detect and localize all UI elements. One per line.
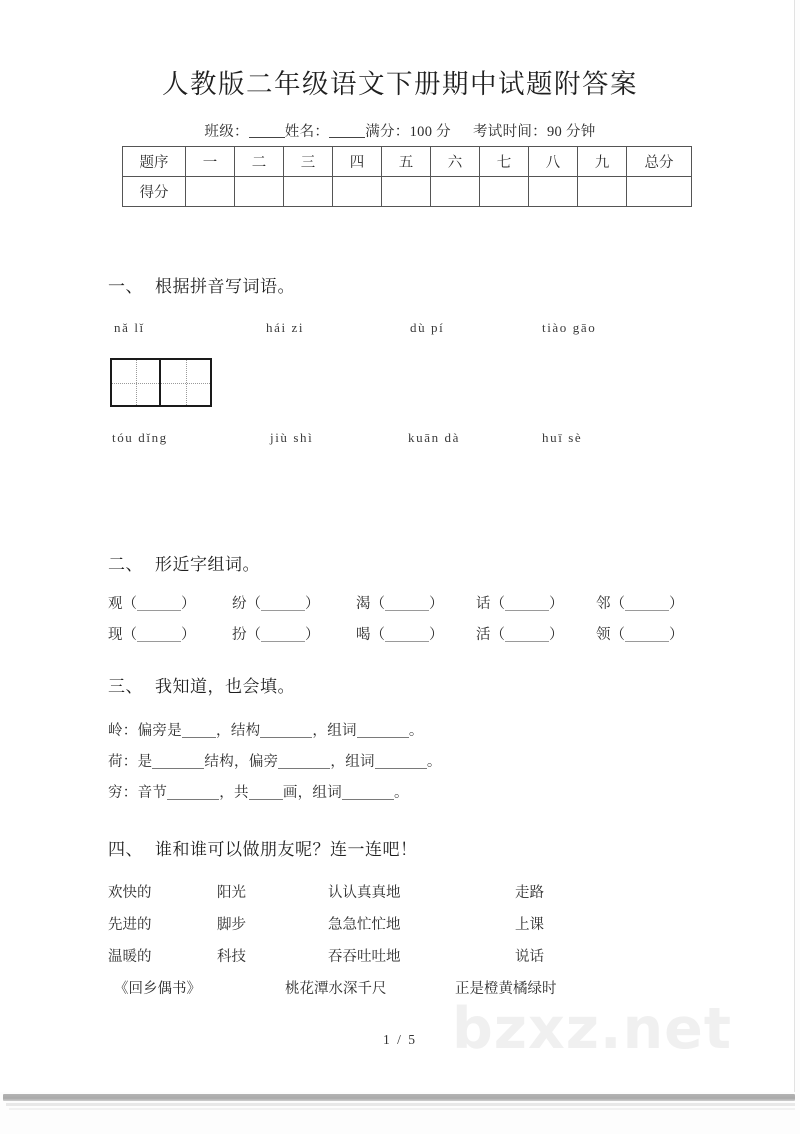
character-grid-boxes[interactable] [110,358,212,407]
score-cell-1[interactable] [186,177,235,207]
similar-char-label: 邻 [596,596,611,612]
similar-char-item: 渴（ ） [356,596,444,612]
col-header-6: 六 [431,147,480,177]
similar-char-item: 纷（ ） [232,596,320,612]
fill-line-char: 穷： [108,785,138,801]
section-title-2: 形近字组词。 [155,555,260,574]
section-title-3: 我知道，也会填。 [155,677,295,696]
pinyin-2-4: huī sè [542,430,583,445]
match-item-poem-line-2[interactable]: 正是橙黄橘绿时 [455,981,557,997]
pinyin-2-3: kuān dà [408,430,460,445]
col-header-8: 八 [529,147,578,177]
col-header-4: 四 [333,147,382,177]
character-grid-cell[interactable] [112,360,161,405]
similar-char-item: 现（ ） [108,627,196,643]
page-stack-edge-2 [6,1103,795,1106]
section-number-2: 二、 [108,555,143,574]
pinyin-1-3: dù pí [410,320,445,335]
character-grid-cell[interactable] [161,360,210,405]
answer-blank[interactable] [357,723,409,739]
score-cell-2[interactable] [235,177,284,207]
answer-blank[interactable] [278,754,330,770]
match-item[interactable]: 认认真真地 [328,885,401,901]
section-heading-1 [108,272,295,297]
match-item[interactable]: 上课 [515,917,544,933]
similar-char-item: 邻（ ） [596,596,684,612]
row-label-question-no: 题序 [123,147,186,177]
col-header-7: 七 [480,147,529,177]
col-header-3: 三 [284,147,333,177]
section-number-3: 三、 [108,677,143,696]
watermark: bzxz.net [452,996,733,1062]
similar-char-label: 话 [476,596,491,612]
similar-char-item: 领（ ） [596,627,684,643]
answer-blank[interactable] [137,596,181,612]
fill-line-2 [108,750,442,771]
exam-time-label: 考试时间： [472,124,547,140]
col-header-1: 一 [186,147,235,177]
similar-char-label: 扮 [232,627,247,643]
col-header-total: 总分 [627,147,692,177]
answer-blank[interactable] [505,627,549,643]
page-number: 1 / 5 [382,1032,417,1047]
answer-blank[interactable] [342,785,394,801]
col-header-9: 九 [578,147,627,177]
section-heading-3 [108,672,295,697]
fill-line-part: 。 [394,785,409,801]
match-item[interactable]: 走路 [515,885,544,901]
exam-meta-line [100,120,700,141]
col-header-5: 五 [382,147,431,177]
answer-blank[interactable] [375,754,427,770]
score-cell-total[interactable] [627,177,692,207]
pinyin-1-1: nǎ lǐ [114,320,145,335]
pinyin-1-2: hái zi [266,320,305,335]
answer-blank[interactable] [182,723,216,739]
similar-char-item: 扮（ ） [232,627,320,643]
match-item[interactable]: 脚步 [217,917,246,933]
fill-line-part: ，结构 [216,723,261,739]
similar-char-label: 活 [476,627,491,643]
fill-line-part: 音节 [137,785,168,801]
score-cell-6[interactable] [431,177,480,207]
class-label: 班级： [204,124,249,140]
page-stack-edge-3 [9,1108,795,1110]
score-cell-4[interactable] [333,177,382,207]
pinyin-2-1: tóu dǐng [112,430,168,445]
similar-char-label: 现 [108,627,123,643]
full-score-value: 100 分 [409,124,451,140]
fill-line-part: 。 [408,723,424,739]
similar-char-item: 话（ ） [476,596,564,612]
match-item[interactable]: 温暖的 [108,949,152,965]
similar-char-label: 纷 [232,596,247,612]
fill-line-3 [108,781,409,802]
pinyin-2-2: jiù shì [270,430,314,445]
score-cell-3[interactable] [284,177,333,207]
section-title-1: 根据拼音写词语。 [155,277,295,296]
answer-blank[interactable] [625,596,669,612]
fill-line-char: 荷： [108,754,138,770]
fill-line-part: ，共 [219,785,249,801]
page-stack-edge [3,1094,795,1101]
answer-blank[interactable] [385,596,429,612]
pinyin-1-4: tiào gāo [542,320,597,335]
match-item-poem-line-1[interactable]: 桃花潭水深千尺 [285,981,387,997]
answer-blank[interactable] [167,785,219,801]
fill-line-part: ，组词 [330,754,375,770]
match-item[interactable]: 说话 [515,949,544,965]
section-title-4: 谁和谁可以做朋友呢？连一连吧！ [155,840,418,859]
answer-blank[interactable] [249,785,283,801]
col-header-2: 二 [235,147,284,177]
score-cell-7[interactable] [480,177,529,207]
answer-blank[interactable] [625,627,669,643]
answer-blank[interactable] [260,723,312,739]
similar-char-item: 观（ ） [108,596,196,612]
answer-blank[interactable] [261,627,305,643]
section-number-4: 四、 [108,840,143,859]
fill-line-part: 偏旁是 [137,723,183,739]
fill-line-char: 岭： [108,723,138,739]
answer-blank[interactable] [385,627,429,643]
match-item-poem-title[interactable]: 《回乡偶书》 [114,981,201,997]
score-cell-9[interactable] [578,177,627,207]
similar-char-label: 喝 [356,627,371,643]
name-blank [329,123,365,139]
score-table [122,146,692,207]
fill-line-part: 是 [137,754,153,770]
class-blank [249,123,285,139]
full-score-label: 满分： [365,124,410,140]
match-item[interactable]: 先进的 [108,917,152,933]
section-heading-2 [108,550,260,575]
fill-line-part: 画，组词 [282,785,343,801]
match-item[interactable]: 吞吞吐吐地 [328,949,401,965]
match-item[interactable]: 阳光 [217,885,246,901]
section-heading-4 [108,835,418,860]
fill-line-part: ，组词 [312,723,357,739]
similar-char-label: 观 [108,596,123,612]
match-item[interactable]: 科技 [217,949,246,965]
similar-char-item: 喝（ ） [356,627,444,643]
match-item[interactable]: 欢快的 [108,885,152,901]
answer-blank[interactable] [261,596,305,612]
row-label-score: 得分 [123,177,186,207]
similar-char-item: 活（ ） [476,627,564,643]
exam-time-value: 90 分钟 [546,124,596,140]
fill-line-part: 。 [426,754,442,770]
score-cell-8[interactable] [529,177,578,207]
answer-blank[interactable] [505,596,549,612]
similar-char-label: 渴 [356,596,371,612]
fill-line-part: 结构，偏旁 [204,754,279,770]
name-label: 姓名： [284,124,330,140]
answer-blank[interactable] [137,627,181,643]
answer-blank[interactable] [152,754,204,770]
fill-line-1 [108,719,424,740]
table-row-score [123,177,692,207]
table-row-header [123,147,692,177]
score-cell-5[interactable] [382,177,431,207]
similar-char-label: 领 [596,627,611,643]
page-title: 人教版二年级语文下册期中试题附答案 [162,69,638,99]
match-item[interactable]: 急急忙忙地 [328,917,401,933]
section-number-1: 一、 [108,277,143,296]
